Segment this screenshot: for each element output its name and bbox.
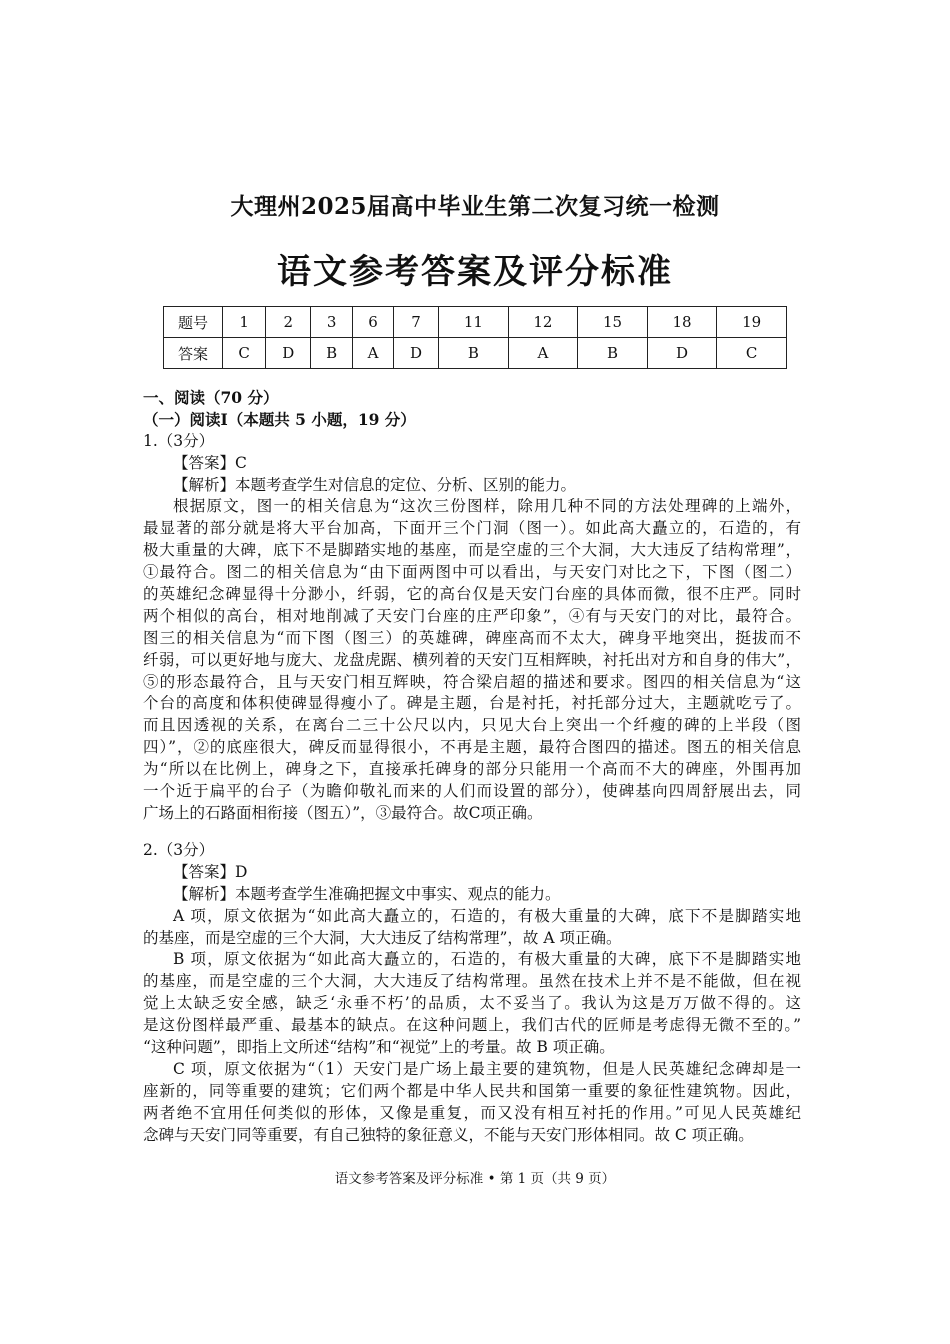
answer-cell: D (647, 338, 717, 369)
answer-cell: B (439, 338, 509, 369)
answer-line: 【答案】D (173, 862, 248, 881)
text-line: 纤弱，可以更好地与庞大、龙盘虎踞、横列着的天安门互相辉映，衬托出对方和自身的伟大”， (143, 650, 801, 669)
question-2 (143, 840, 801, 1146)
text-line: 两者绝不宜用任何类似的形体，又像是重复，而又没有相互衬托的作用。”可见人民英雄纪 (143, 1103, 801, 1122)
text-line: 念碑与天安门同等重要，有自己独特的象征意义，不能与天安门形体相同。故 C 项正确。 (143, 1125, 754, 1144)
text-line: A 项，原文依据为“如此高大矗立的，石造的，有极大重量的大碑，底下不是脚踏实地 (173, 906, 801, 925)
question-number-cell: 11 (439, 307, 509, 338)
question-number-cell: 19 (717, 307, 787, 338)
question-number-cell: 18 (647, 307, 717, 338)
document-subtitle: 语文参考答案及评分标准 (277, 252, 673, 292)
text-line: 的基座，而是空虚的三个大洞，大大违反了结构常理。虽然在技术上并不是不能做，但在视 (143, 972, 801, 991)
question-number-cell: 6 (352, 307, 393, 338)
text-line: 图三的相关信息为“而下图（图三）的英雄碑，碑座高而不太大，碑身平地突出，挺拔而不 (143, 628, 801, 647)
text-line: 个台的高度和体积使碑显得瘦小了。碑是主题，台是衬托，衬托部分过大，主题就吃亏了。 (143, 694, 801, 713)
question-label: 1.（3分） (143, 431, 215, 450)
answer-cell: A (508, 338, 578, 369)
question-label: 2.（3分） (143, 841, 215, 859)
question-number-cell: 15 (578, 307, 648, 338)
analysis-line: 【解析】本题考查学生对信息的定位、分析、区别的能力。 (173, 475, 577, 494)
q2-explanation (143, 906, 801, 1147)
text-line: C 项，原文依据为“（1）天安门是广场上最主要的建筑物，但是人民英雄纪念碑却是一 (173, 1059, 801, 1078)
section-heading: 一、阅读（70 分） (143, 388, 279, 407)
question-number-cell: 7 (393, 307, 438, 338)
page-footer: 语文参考答案及评分标准 • 第 1 页（共 9 页） (334, 1171, 616, 1187)
text-line: B 项，原文依据为“如此高大矗立的，石造的，有极大重量的大碑，底下不是脚踏实地 (173, 950, 801, 969)
question-number-cell: 3 (311, 307, 353, 338)
section-subheading: （一）阅读Ⅰ（本题共 5 小题，19 分） (143, 409, 416, 429)
answer-cell: B (578, 338, 648, 369)
row-label: 题号 (164, 307, 223, 338)
answer-cell: B (311, 338, 353, 369)
answer-cell: A (352, 338, 393, 369)
row-label: 答案 (164, 338, 223, 369)
exam-title: 大理州2025届高中毕业生第二次复习统一检测 (230, 193, 720, 220)
text-line: 是这份图样最严重、最基本的缺点。在这种问题上，我们古代的匠师是考虑得无微不至的。” (143, 1016, 801, 1035)
table-row-numbers (164, 307, 787, 338)
text-line: 而且因透视的关系，在离台二三十公尺以内，只见大台上突出一个纤瘦的碑的上半段（图 (143, 716, 801, 735)
analysis-line: 【解析】本题考查学生准确把握文中事实、观点的能力。 (173, 884, 561, 903)
text-line: ⑤的形态最符合，且与天安门相互辉映，符合梁启超的描述和要求。图四的相关信息为“这 (143, 672, 801, 691)
text-line: 座新的，同等重要的建筑；它们两个都是中华人民共和国第一重要的象征性建筑物。因此， (143, 1081, 801, 1100)
text-line: ①最符合。图二的相关信息为“由下面两图中可以看出，与天安门对比之下，下图（图二） (143, 563, 801, 582)
text-line: 为“所以在比例上，碑身之下，直接承托碑身的部分只能用一个高而不大的碑座，外围再加 (143, 760, 801, 779)
q1-explanation (143, 496, 801, 824)
answer-cell: D (266, 338, 311, 369)
text-line: 的基座，而是空虚的三个大洞，大大违反了结构常理”，故 A 项正确。 (143, 928, 622, 947)
answer-table (163, 306, 787, 369)
text-line: 两个相似的高台，相对地削减了天安门台座的庄严印象”，④有与天安门的对比，最符合。 (143, 606, 801, 625)
question-number-cell: 12 (508, 307, 578, 338)
answer-line: 【答案】C (173, 453, 247, 472)
text-line: 觉上太缺乏安全感，缺乏‘永垂不朽’的品质，太不妥当了。我认为这是万万做不得的。这 (143, 994, 801, 1013)
question-number-cell: 1 (223, 307, 266, 338)
section-1 (143, 387, 801, 825)
answer-cell: C (717, 338, 787, 369)
answer-cell: C (223, 338, 266, 369)
text-line: “这种问题”，即指上文所述“结构”和“视觉”上的考量。故 B 项正确。 (143, 1038, 615, 1057)
text-line: 四）”，②的底座很大，碑反而显得很小，不再是主题，最符合图四的描述。图五的相关信息 (143, 738, 801, 757)
text-line: 的英雄纪念碑显得十分渺小，纤弱，它的高台仅是天安门台座的具体而微，很不庄严。同时 (143, 585, 801, 604)
table-row-answers (164, 338, 787, 369)
text-line: 根据原文，图一的相关信息为“这次三份图样，除用几种不同的方法处理碑的上端外， (173, 497, 801, 516)
text-line: 广场上的石路面相衔接（图五）”，③最符合。故C项正确。 (143, 803, 543, 822)
text-line: 极大重量的大碑，底下不是脚踏实地的基座，而是空虚的三个大洞，大大违反了结构常理”， (143, 541, 801, 560)
question-number-cell: 2 (266, 307, 311, 338)
text-line: 最显著的部分就是将大平台加高，下面开三个门洞（图一）。如此高大矗立的，石造的，有 (143, 519, 801, 538)
answer-cell: D (393, 338, 438, 369)
text-line: 一个近于扁平的台子（为瞻仰敬礼而来的人们而设置的部分），使碑基向四周舒展出去，同 (143, 782, 801, 801)
